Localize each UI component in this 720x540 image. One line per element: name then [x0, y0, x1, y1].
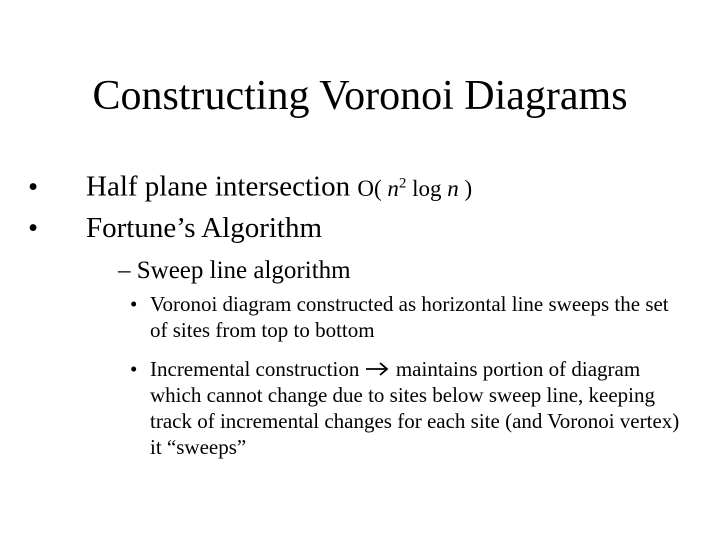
sub-bullet-sweep-line	[118, 256, 351, 286]
sub-bullet-text: Sweep line algorithm	[136, 257, 351, 284]
sub-sub-bullet-text: Incremental construction maintains portion of diagram which cannot change due to sites below sweep line, keeping track of incremental changes for each site (and Voronoi vertex) it “sweeps”	[150, 357, 680, 459]
slide-title: Constructing Voronoi Diagrams	[92, 73, 628, 119]
sub-sub-bullet-2	[130, 356, 690, 460]
bullet-marker: •	[28, 170, 39, 203]
sub-sub-bullet-marker: •	[130, 292, 138, 316]
sub-sub-bullet-1	[130, 291, 690, 343]
sub-bullet-marker: –	[118, 257, 131, 284]
sub-sub-bullet-text: Voronoi diagram constructed as horizontal line sweeps the set of sites from top to bottom	[150, 292, 669, 342]
complexity-expression: O( $n^2$ log n )	[357, 175, 473, 201]
bullet-half-plane	[28, 165, 472, 207]
right-arrow-icon	[365, 361, 391, 377]
bullet-marker: •	[28, 212, 39, 244]
sub-sub-bullet-marker: •	[130, 357, 138, 381]
bullet-text: Half plane intersection	[86, 170, 351, 203]
bullet-fortune	[28, 210, 322, 246]
bullet-text: Fortune’s Algorithm	[86, 212, 323, 244]
